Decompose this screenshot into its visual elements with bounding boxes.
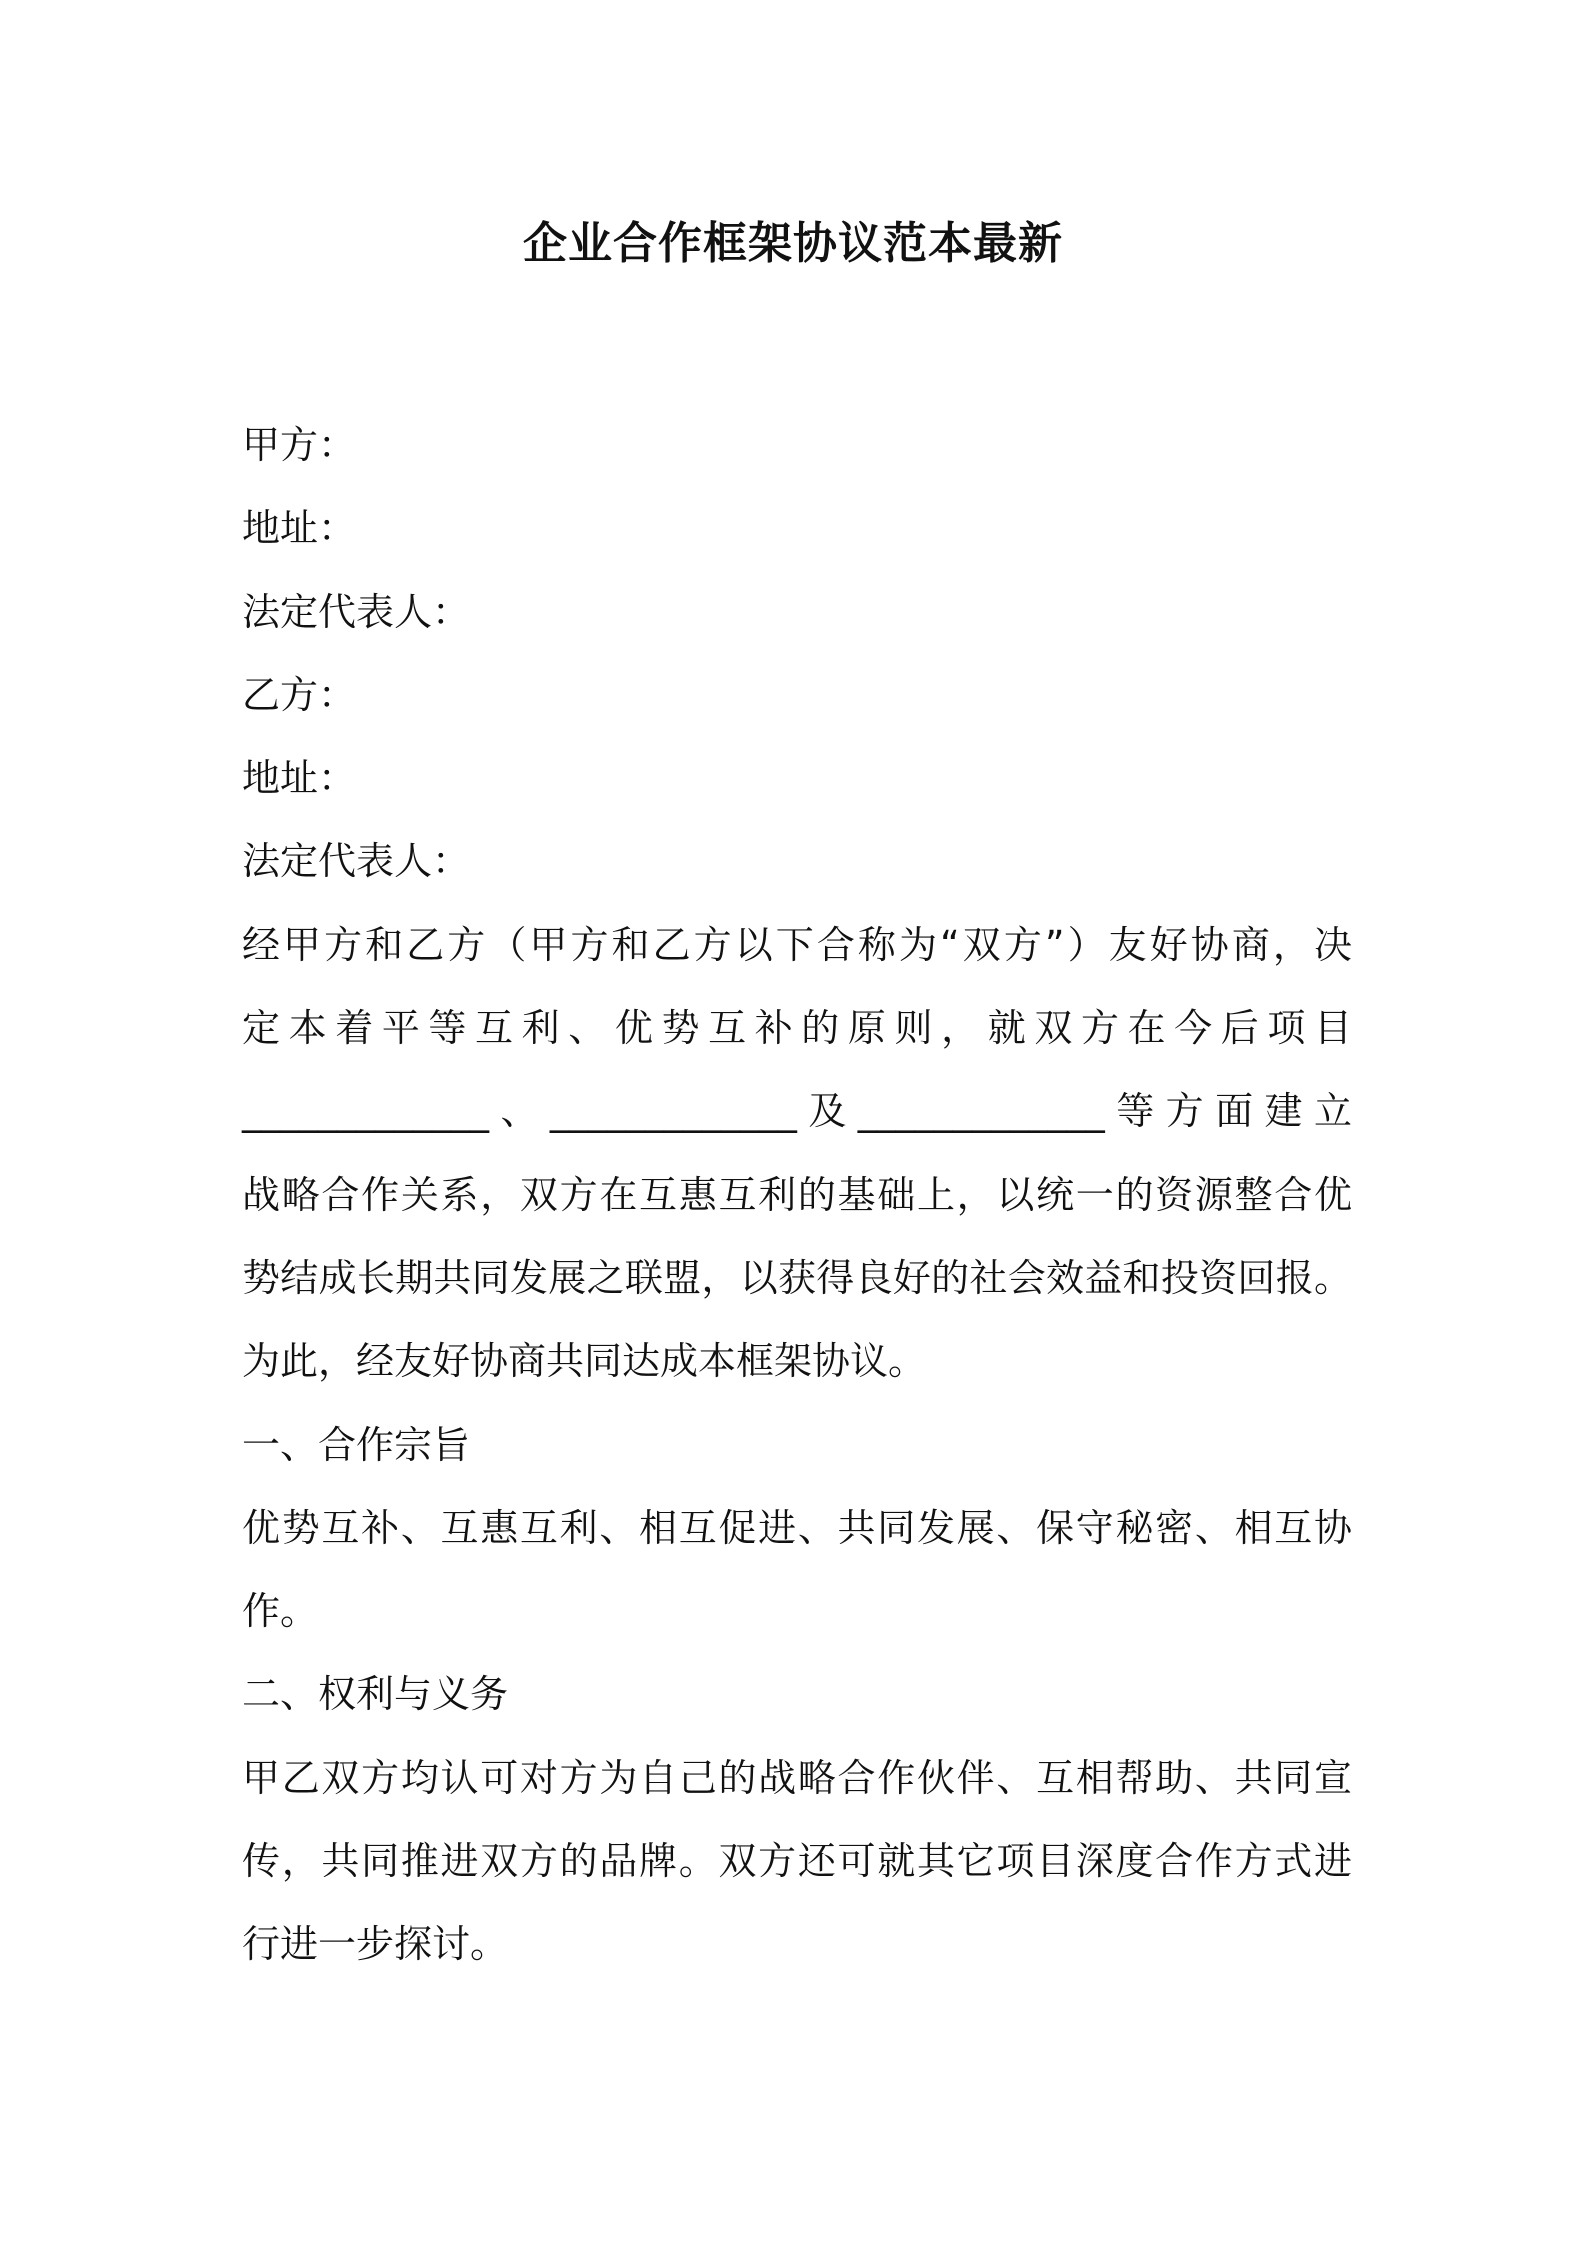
intro-line-blanks: _____________、_____________及_____________等方面建立 [242, 1089, 1352, 1134]
section-heading-rights: 二、权利与义务 [242, 1672, 509, 1717]
intro-line: 势结成长期共同发展之联盟，以获得良好的社会效益和投资回报。 [242, 1255, 1352, 1300]
party-a-legal-rep-label: 法定代表人： [242, 589, 471, 634]
section-purpose-line: 作。 [242, 1589, 319, 1634]
section-rights-line: 传，共同推进双方的品牌。双方还可就其它项目深度合作方式进 [242, 1839, 1352, 1884]
party-b-address-label: 地址： [242, 756, 357, 801]
document-title: 企业合作框架协议范本最新 [523, 218, 1063, 269]
section-rights-line: 行进一步探讨。 [242, 1922, 509, 1967]
section-purpose-paragraph [242, 1487, 1362, 1654]
intro-line: 定本着平等互利、优势互补的原则，就双方在今后项目 [242, 1006, 1352, 1051]
section-rights-line: 甲乙双方均认可对方为自己的战略合作伙伴、互相帮助、共同宣 [242, 1755, 1352, 1800]
intro-line: 为此，经友好协商共同达成本框架协议。 [242, 1339, 927, 1384]
section-heading-purpose: 一、合作宗旨 [242, 1422, 471, 1467]
party-a-address-label: 地址： [242, 506, 357, 551]
party-b-legal-rep-label: 法定代表人： [242, 839, 471, 884]
party-b-label: 乙方： [242, 672, 357, 717]
party-a-label: 甲方： [242, 423, 357, 467]
document-body [242, 404, 1362, 1987]
intro-line: 战略合作关系，双方在互惠互利的基础上，以统一的资源整合优 [242, 1172, 1352, 1217]
intro-line: 经甲方和乙方（甲方和乙方以下合称为“双方”）友好协商，决 [242, 922, 1352, 967]
section-purpose-line: 优势互补、互惠互利、相互促进、共同发展、保守秘密、相互协 [242, 1505, 1352, 1550]
intro-paragraph [242, 904, 1362, 1404]
section-rights-paragraph [242, 1737, 1362, 1987]
